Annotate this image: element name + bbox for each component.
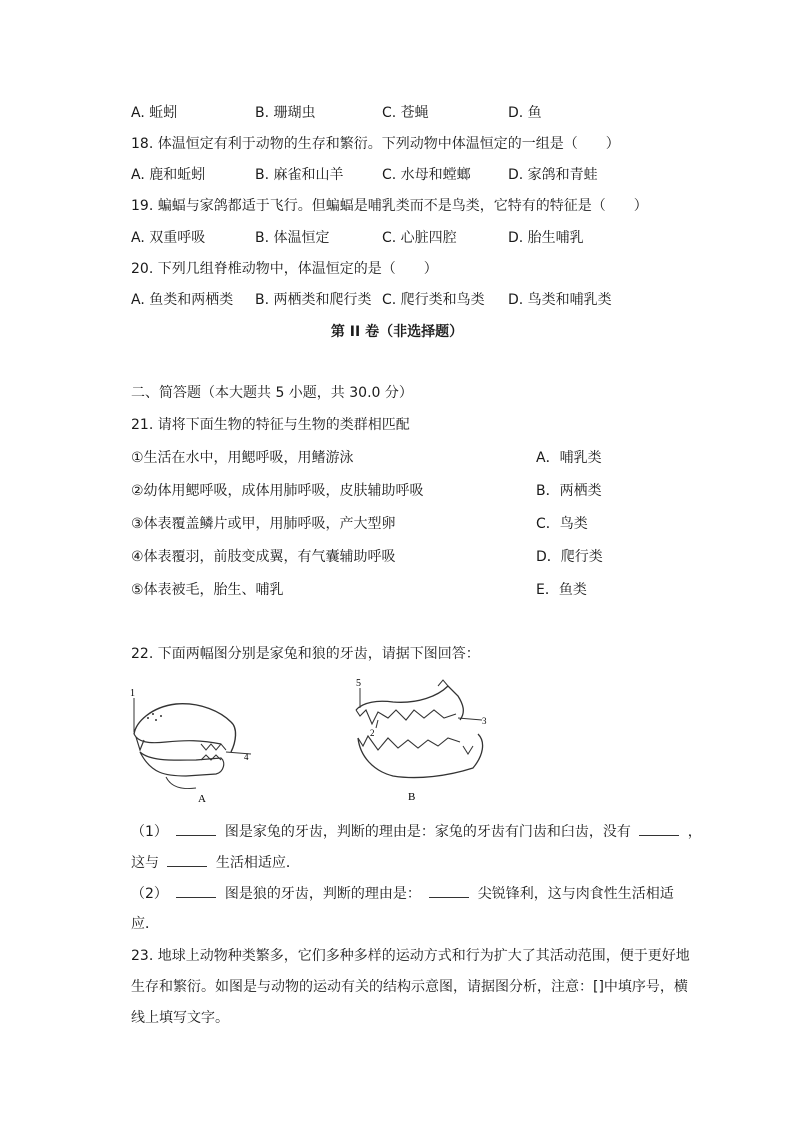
q23-line1: 23. 地球上动物种类繁多，它们多种多样的运动方式和行为扩大了其活动范围，便于更好地 [131, 948, 690, 964]
q21-stem: 21. 请将下面生物的特征与生物的类群相匹配 [131, 417, 410, 433]
q22-part1-text-e: 生活相适应． [215, 855, 300, 871]
q21-row-3-right: C．鸟类 [536, 516, 588, 532]
q22-blank-4[interactable] [176, 883, 216, 898]
q22-blank-1[interactable] [176, 821, 216, 836]
q21-row-4-left: ④体表覆羽，前肢变成翼，有气囊辅助呼吸 [131, 549, 396, 565]
figure-b-label: B [408, 791, 416, 803]
q20-option-c: C. 爬行类和鸟类 [382, 292, 485, 308]
section-heading: 二、简答题（本大题共 5 小题，共 30.0 分） [131, 385, 413, 401]
q21-row-2-left: ②幼体用鳃呼吸，成体用肺呼吸，皮肤辅助呼吸 [131, 483, 424, 499]
q22-part1-text-d: 这与 [131, 855, 159, 871]
q23-line3: 线上填写文字。 [131, 1010, 229, 1026]
q23-line2: 生存和繁衍。如图是与动物的运动有关的结构示意图，请据图分析，注意：[]中填序号，横 [131, 979, 688, 995]
q18-option-b: B. 麻雀和山羊 [255, 167, 344, 183]
figure-b-number-3: 3 [482, 716, 487, 726]
q20-option-a: A. 鱼类和两栖类 [131, 292, 234, 308]
q19-stem: 19. 蝙蝠与家鸽都适于飞行。但蝙蝠是哺乳类而不是鸟类，它特有的特征是（ ） [131, 198, 648, 214]
q22-part1-line1 [131, 821, 702, 842]
q17-option-a: A. 蚯蚓 [131, 105, 178, 121]
q17-option-b: B. 珊瑚虫 [255, 105, 316, 121]
q22-stem: 22. 下面两幅图分别是家兔和狼的牙齿，请据下图回答： [131, 646, 480, 662]
q19-option-a: A. 双重呼吸 [131, 230, 206, 246]
section-title: 第 II 卷（非选择题） [330, 324, 464, 340]
q18-stem: 18. 体温恒定有利于动物的生存和繁衍。下列动物中体温恒定的一组是（ ） [131, 136, 620, 152]
q20-option-d: D. 鸟类和哺乳类 [508, 292, 612, 308]
q22-part2-text-c: 尖锐锋利，这与肉食性生活相适 [477, 886, 674, 902]
q22-part1-text-c: ， [687, 824, 702, 840]
figure-b-number-2: 2 [370, 728, 375, 738]
q22-part1-number: （1） [131, 824, 168, 840]
q21-row-3-left: ③体表覆盖鳞片或甲，用肺呼吸，产大型卵 [131, 516, 396, 532]
q22-part2-text-b: 图是狼的牙齿，判断的理由是： [224, 886, 421, 902]
q21-row-5-right: E．鱼类 [536, 582, 587, 598]
q18-option-c: C. 水母和螳螂 [382, 167, 471, 183]
q21-row-5-left: ⑤体表被毛，胎生、哺乳 [131, 582, 284, 598]
q18-option-a: A. 鹿和蚯蚓 [131, 167, 206, 183]
q17-option-c: C. 苍蝇 [382, 105, 429, 121]
q22-blank-5[interactable] [429, 883, 469, 898]
q17-option-d: D. 鱼 [508, 105, 542, 121]
q20-option-b: B. 两栖类和爬行类 [255, 292, 372, 308]
q19-option-c: C. 心脏四腔 [382, 230, 457, 246]
q22-part2-number: （2） [131, 886, 168, 902]
q21-row-4-right: D．爬行类 [536, 549, 603, 565]
q22-part1-line2 [131, 852, 300, 873]
q22-blank-2[interactable] [639, 821, 679, 836]
q22-part1-text-b: 图是家兔的牙齿，判断的理由是：家兔的牙齿有门齿和臼齿，没有 [224, 824, 631, 840]
q21-row-1-left: ①生活在水中，用鳃呼吸，用鳍游泳 [131, 450, 354, 466]
figure-a-number-1: 1 [130, 688, 135, 699]
q20-stem: 20. 下列几组脊椎动物中，体温恒定的是（ ） [131, 261, 438, 277]
figure-b-number-5: 5 [356, 678, 361, 689]
q19-option-d: D. 胎生哺乳 [508, 230, 584, 246]
wolf-skull-figure [348, 676, 498, 806]
q22-blank-3[interactable] [167, 852, 207, 867]
q22-part2-line1 [131, 883, 674, 904]
q19-option-b: B. 体温恒定 [255, 230, 330, 246]
rabbit-skull-figure [126, 682, 256, 807]
q18-option-d: D. 家鸽和青蛙 [508, 167, 598, 183]
q21-row-1-right: A．哺乳类 [536, 450, 602, 466]
q22-part2-line2: 应． [131, 916, 159, 932]
figure-a-number-4: 4 [244, 752, 249, 762]
figure-a-label: A [198, 793, 206, 805]
q21-row-2-right: B．两栖类 [536, 483, 602, 499]
